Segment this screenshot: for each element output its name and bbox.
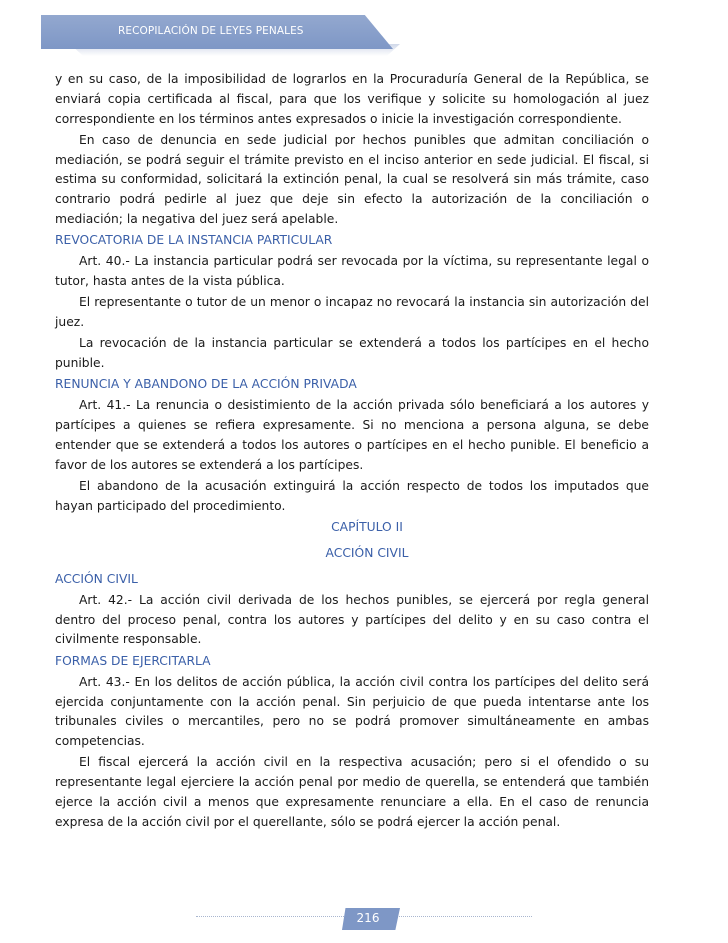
paragraph: Art. 42.- La acción civil derivada de los hechos punibles, se ejercerá por regla general dentro del proceso penal, contra los autores y partícipes del delito y en su caso contra el civilmente responsable. xyxy=(55,592,649,647)
chapter-number: CAPÍTULO II xyxy=(331,520,403,535)
page-body xyxy=(55,70,649,834)
chapter-title: ACCIÓN CIVIL xyxy=(325,545,409,560)
paragraph: La revocación de la instancia particular se extenderá a todos los partícipes en el hecho punible. xyxy=(55,336,649,371)
paragraph: En caso de denuncia en sede judicial por hechos punibles que admitan conciliación o mediación, se podrá seguir el trámite previsto en el inciso anterior en sede judicial. El fiscal, si estima su conformidad, solicitará la extinción penal, la cual se resolverá sin más trámite, caso contrario podrá pedirle al juez que deje sin efecto la autorización de la conciliación o mediación; la negativa del juez será apelable. xyxy=(55,132,649,226)
paragraph: Art. 41.- La renuncia o desistimiento de la acción privada sólo beneficiará a los autores y partícipes a quienes se refiera expresamente. Si no menciona a persona alguna, se debe entender que se extenderá a todos los autores o partícipes en el hecho punible. El beneficio a favor de los autores se extenderá a los partícipes. xyxy=(55,398,649,472)
section-heading: ACCIÓN CIVIL xyxy=(55,571,138,586)
paragraph: Art. 40.- La instancia particular podrá ser revocada por la víctima, su representante legal o tutor, hasta antes de la vista pública. xyxy=(55,254,649,289)
page-number: 216 xyxy=(356,911,380,925)
footer-dotted-rule-right xyxy=(396,916,532,917)
paragraph: El fiscal ejercerá la acción civil en la respectiva acusación; pero si el ofendido o su representante legal ejerciere la acción penal por medio de querella, se entenderá que también ejerce la acción civil a menos que expresamente renunciare a ella. En el caso de renuncia expresa de la acción civil por el querellante, sólo se podrá ejercer la acción penal. xyxy=(55,755,649,829)
running-header-title: RECOPILACIÓN DE LEYES PENALES xyxy=(118,25,304,37)
footer-dotted-rule-left xyxy=(196,916,346,917)
section-heading: REVOCATORIA DE LA INSTANCIA PARTICULAR xyxy=(55,233,333,248)
paragraph: El representante o tutor de un menor o incapaz no revocará la instancia sin autorización del juez. xyxy=(55,295,649,330)
section-heading: RENUNCIA Y ABANDONO DE LA ACCIÓN PRIVADA xyxy=(55,377,357,392)
section-heading: FORMAS DE EJERCITARLA xyxy=(55,653,211,668)
paragraph: Art. 43.- En los delitos de acción pública, la acción civil contra los partícipes del delito será ejercida conjuntamente con la acción penal. Sin perjuicio de que pueda intentarse ante los tribunales civiles o mercantiles, pero no se podrá promover simultáneamente en ambas competencias. xyxy=(55,674,649,749)
paragraph: y en su caso, de la imposibilidad de lograrlos en la Procuraduría General de la República, se enviará copia certificada al fiscal, para que los verifique y solicite su homologación al juez correspondiente en los términos antes expresados o inicie la investigación correspondiente. xyxy=(55,72,649,126)
paragraph: El abandono de la acusación extinguirá la acción respecto de todos los imputados que hayan participado del procedimiento. xyxy=(55,479,649,513)
